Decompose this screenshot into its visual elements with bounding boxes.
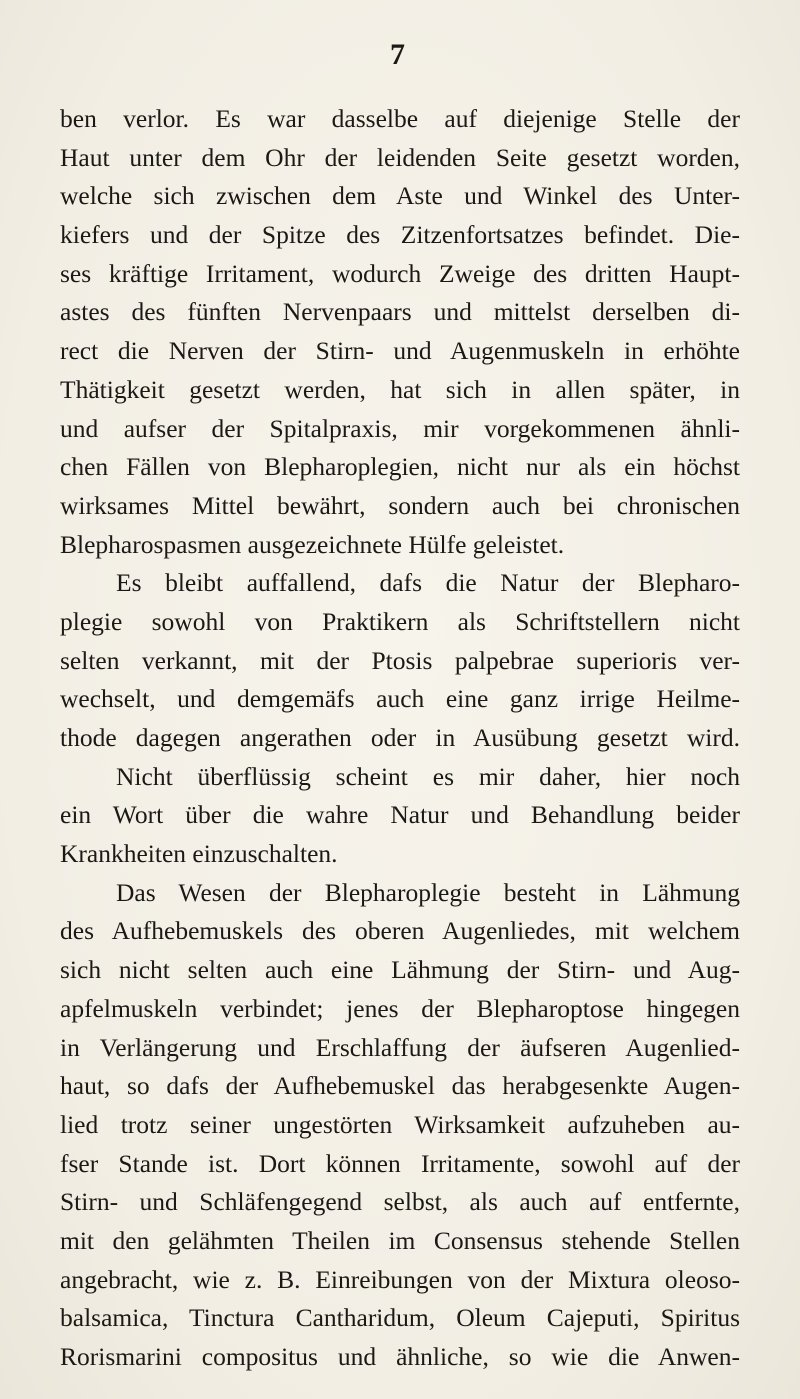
text-line: balsamica, Tinctura Cantharidum, Oleum Cajeputi, Spiritus [60,1303,740,1333]
text-line: sich nicht selten auch eine Lähmung der Stirn- und Aug- [60,955,740,985]
text-line: Blepharospasmen ausgezeichnete Hülfe geleistet. [60,529,565,559]
text-line: Rorismarini compositus und ähnliche, so wie die Anwen- [60,1342,740,1371]
text-line: Thätigkeit gesetzt werden, hat sich in allen später, in [60,374,740,404]
text-line: ses kräftige Irritament, wodurch Zweige des dritten Haupt- [60,258,740,288]
text-line: ein Wort über die wahre Natur und Behandlung beider [60,800,740,830]
text-line: welche sich zwischen dem Aste und Winkel des Unter- [60,181,740,211]
text-line: Es bleibt auffallend, dafs die Natur der Blepharo- [116,568,740,598]
text-line: des Aufhebemuskels des oberen Augenliedes, mit welchem [60,916,740,946]
text-line: selten verkannt, mit der Ptosis palpebrae superioris ver- [60,645,740,675]
text-line: astes des fünften Nervenpaars und mittelst derselben di- [60,297,740,327]
body-text [60,100,740,1377]
text-line: fser Stande ist. Dort können Irritamente, sowohl auf der [60,1148,740,1178]
text-line: Haut unter dem Ohr der leidenden Seite gesetzt worden, [60,142,740,172]
text-line: in Verlängerung und Erschlaffung der äufseren Augenlied- [60,1032,740,1062]
text-line: Stirn- und Schläfengegend selbst, als auch auf entfernte, [60,1187,740,1217]
text-line: kiefers und der Spitze des Zitzenfortsatzes befindet. Die- [60,220,740,250]
text-line: wechselt, und demgemäfs auch eine ganz irrige Heilme- [60,684,740,714]
text-line: und aufser der Spitalpraxis, mir vorgekommenen ähnli- [60,413,740,443]
text-line: mit den gelähmten Theilen im Consensus stehende Stellen [60,1225,740,1255]
text-line: apfelmuskeln verbindet; jenes der Blepharoptose hingegen [60,993,740,1023]
text-line: Nicht überflüssig scheint es mir daher, hier noch [116,761,740,791]
text-line: Krankheiten einzuschalten. [60,839,338,869]
text-line: angebracht, wie z. B. Einreibungen von der Mixtura oleoso- [60,1264,740,1294]
text-line: ben verlor. Es war dasselbe auf diejenige Stelle der [60,104,740,133]
text-line: lied trotz seiner ungestörten Wirksamkeit aufzuheben au- [60,1109,740,1139]
text-line: Das Wesen der Blepharoplegie besteht in Lähmung [116,877,740,907]
text-line: plegie sowohl von Praktikern als Schriftstellern nicht [60,606,740,636]
text-line: thode dagegen angerathen oder in Ausübung gesetzt wird. [60,723,740,752]
text-line: chen Fällen von Blepharoplegien, nicht nur als ein höchst [60,452,740,482]
page-number: 7 [390,38,405,71]
text-line: wirksames Mittel bewährt, sondern auch bei chronischen [60,490,740,520]
text-line: haut, so dafs der Aufhebemuskel das herabgesenkte Augen- [60,1071,740,1101]
text-line: rect die Nerven der Stirn- und Augenmuskeln in erhöhte [60,336,740,366]
